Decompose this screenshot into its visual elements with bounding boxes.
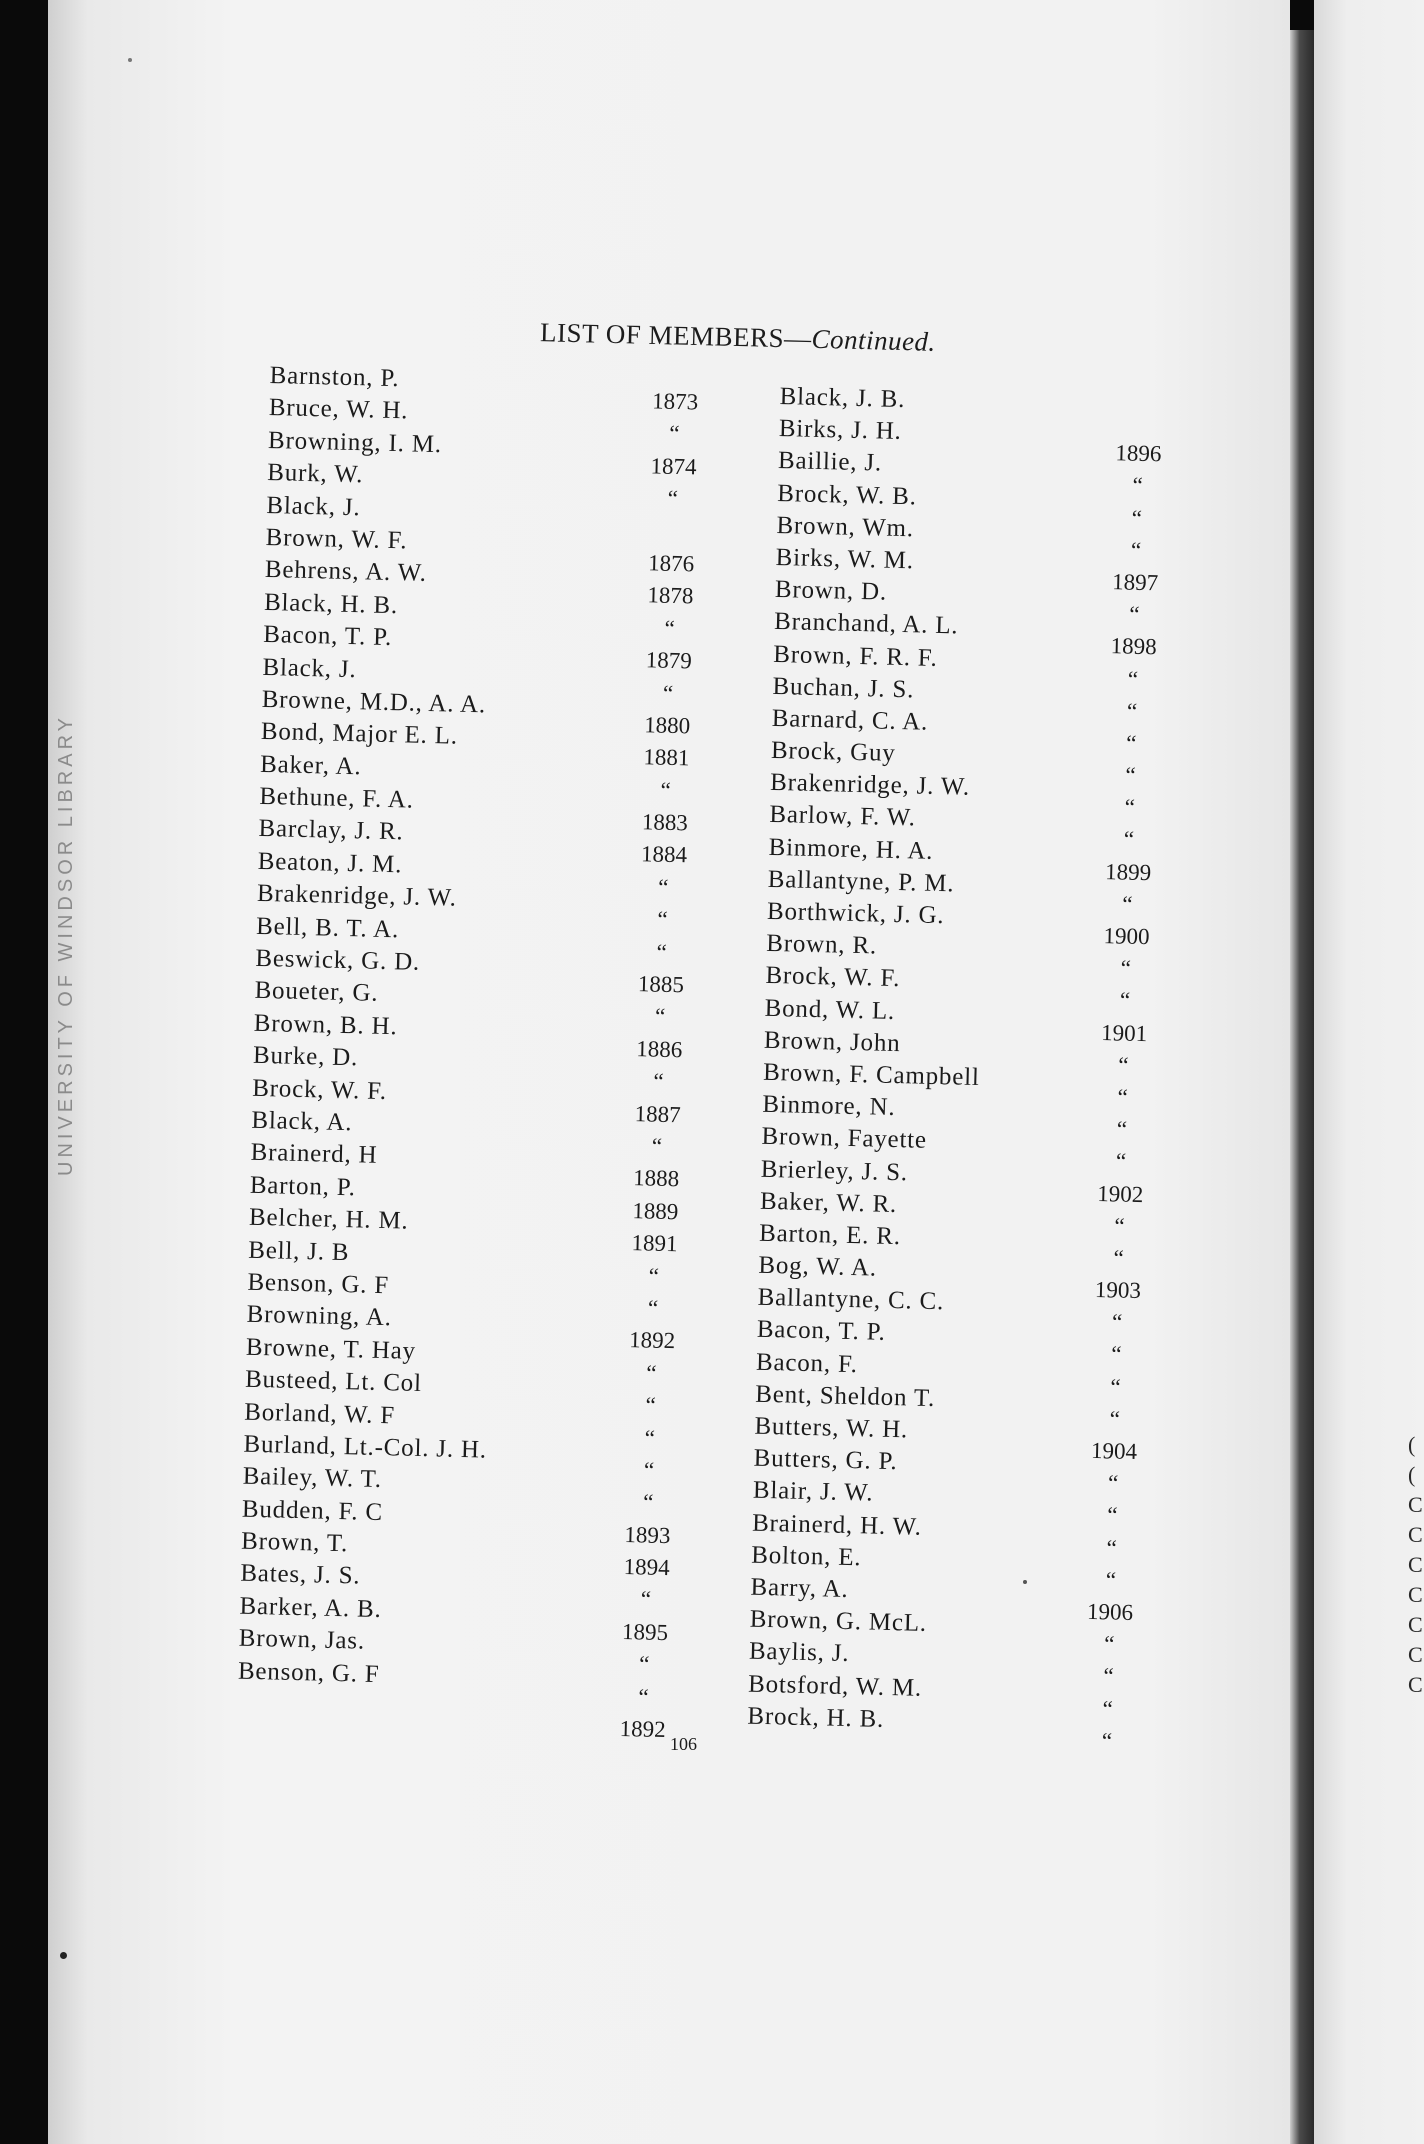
member-name: Brock, W. B.	[776, 479, 918, 510]
member-year: “	[654, 1004, 666, 1030]
member-name: Brown, F. Campbell	[762, 1058, 980, 1092]
member-name: Baylis, J.	[748, 1637, 850, 1668]
member-year: “	[1114, 1213, 1125, 1239]
member-year: “	[644, 1424, 656, 1451]
member-name: Black, A.	[251, 1106, 353, 1137]
member-year: “	[1107, 1502, 1118, 1528]
member-name: Baillie, J.	[777, 447, 883, 477]
member-name: Browning, I. M.	[267, 426, 443, 459]
member-year: 1901	[1100, 1019, 1148, 1046]
member-name: Busteed, Lt. Col	[244, 1365, 423, 1398]
member-name: Black, J.	[266, 491, 361, 521]
member-name: Barry, A.	[750, 1573, 849, 1603]
heading-continued: Continued.	[811, 323, 937, 357]
library-stamp: UNIVERSITY OF WINDSOR LIBRARY	[55, 714, 77, 1176]
page-gutter	[1290, 30, 1314, 2144]
member-name: Brainerd, H. W.	[751, 1509, 923, 1541]
member-name: Brock, W. F.	[765, 962, 901, 993]
member-year: “	[1125, 730, 1137, 756]
member-year: 1876	[647, 550, 695, 577]
member-name: Barton, P.	[249, 1171, 357, 1202]
member-name: Bell, J. B	[247, 1236, 350, 1266]
member-name: Bacon, T. P.	[756, 1316, 886, 1347]
member-name: Browne, M.D., A. A.	[261, 685, 487, 719]
member-year: “	[645, 1392, 657, 1418]
member-year: “	[638, 1684, 649, 1710]
member-row	[779, 383, 906, 415]
member-year: “	[1116, 1116, 1128, 1142]
member-year: “	[1110, 1374, 1121, 1400]
member-name: Brown, B. H.	[253, 1009, 398, 1041]
member-name: Borthwick, J. G.	[766, 897, 945, 930]
member-name: Bailey, W. T.	[242, 1462, 383, 1494]
page-number: 106	[670, 1734, 697, 1754]
member-name: Blair, J. W.	[752, 1477, 874, 1507]
member-year: “	[651, 1133, 663, 1159]
member-year: “	[657, 874, 669, 900]
member-name: Barnard, C. A.	[771, 704, 929, 736]
member-name: Bethune, F. A.	[259, 782, 415, 814]
member-year: “	[660, 777, 672, 803]
member-year: 1887	[634, 1100, 682, 1127]
member-year: “	[1102, 1695, 1114, 1722]
member-name: Browne, T. Hay	[245, 1333, 417, 1365]
member-year: 1902	[1096, 1180, 1144, 1207]
member-year: “	[1121, 891, 1133, 917]
member-year: 1897	[1111, 569, 1159, 596]
member-year: 1878	[647, 582, 694, 609]
member-name: Brock, H. B.	[747, 1702, 885, 1733]
speck-mark	[128, 58, 132, 62]
member-year: “	[1110, 1341, 1122, 1368]
member-row	[266, 491, 361, 524]
member-name: Benson, G. F	[247, 1268, 390, 1300]
member-name: Benson, G. F	[237, 1657, 380, 1688]
member-name: Brown, R.	[765, 930, 878, 960]
member-name: Beswick, G. D.	[255, 944, 421, 976]
edge-letter: (	[1408, 1462, 1416, 1487]
member-name: Bacon, F.	[755, 1348, 859, 1378]
member-year: “	[648, 1263, 660, 1289]
member-year: “	[646, 1360, 657, 1386]
speck-mark	[60, 1952, 67, 1959]
member-name: Butters, W. H.	[754, 1412, 909, 1444]
member-year: “	[1125, 762, 1136, 788]
edge-letter: C	[1408, 1612, 1423, 1637]
member-year: “	[1111, 1309, 1123, 1335]
member-name: Bog, W. A.	[758, 1251, 878, 1282]
member-name: Black, J. B.	[779, 383, 906, 414]
member-name: Budden, F. C	[241, 1495, 384, 1526]
member-year: 1896	[1115, 440, 1162, 467]
edge-letter: C	[1408, 1642, 1423, 1667]
member-year: “	[1120, 955, 1132, 981]
member-year: “	[1126, 698, 1138, 724]
member-year: “	[656, 939, 668, 965]
member-year: “	[664, 615, 676, 641]
member-year: 1880	[643, 712, 691, 739]
member-year: 1892	[628, 1327, 676, 1354]
edge-letter: C	[1408, 1552, 1423, 1577]
member-name: Brock, W. F.	[251, 1074, 388, 1105]
member-year: “	[1124, 794, 1136, 821]
member-name: Belcher, H. M.	[248, 1203, 409, 1235]
member-year: “	[1115, 1148, 1127, 1174]
member-name: Buchan, J. S.	[772, 672, 915, 704]
edge-letter: C	[1408, 1672, 1423, 1697]
member-year: 1891	[631, 1230, 678, 1257]
edge-letter: C	[1408, 1522, 1423, 1547]
member-year: “	[1113, 1245, 1125, 1271]
member-year: “	[1119, 987, 1131, 1014]
member-year: 1894	[623, 1554, 670, 1581]
member-year: 1898	[1110, 633, 1157, 660]
member-year: 1883	[641, 809, 689, 836]
member-year: 1881	[643, 744, 690, 771]
member-name: Ballantyne, C. C.	[757, 1283, 945, 1316]
member-name: Birks, W. M.	[775, 543, 915, 575]
member-year: “	[1127, 666, 1139, 692]
member-name: Branchand, A. L.	[773, 608, 959, 640]
member-name: Ballantyne, P. M.	[767, 865, 955, 898]
member-name: Brierley, J. S.	[760, 1155, 909, 1186]
member-name: Brown, T.	[240, 1527, 349, 1558]
member-name: Brown, Jas.	[238, 1624, 366, 1655]
member-name: Bolton, E.	[751, 1541, 862, 1572]
member-year: “	[1132, 473, 1144, 499]
member-row	[237, 1657, 649, 1710]
member-name: Birks, J. H.	[778, 415, 902, 446]
member-year: “	[1131, 505, 1143, 531]
member-name: Binmore, N.	[762, 1090, 896, 1122]
member-year: “	[657, 906, 668, 933]
member-year: 1903	[1094, 1277, 1142, 1304]
member-year: “	[1117, 1084, 1129, 1110]
member-year: 1889	[632, 1197, 679, 1224]
edge-letter: C	[1408, 1492, 1423, 1517]
member-year: “	[1107, 1470, 1119, 1496]
member-name: Brown, D.	[774, 576, 888, 606]
member-name: Bruce, W. H.	[268, 394, 409, 425]
member-year: “	[642, 1489, 654, 1515]
member-name: Bates, J. S.	[240, 1560, 361, 1591]
member-name: Bacon, T. P.	[263, 621, 393, 652]
member-name: Bent, Sheldon T.	[754, 1380, 936, 1412]
member-year: “	[653, 1068, 664, 1095]
member-year: 1879	[645, 647, 693, 674]
member-name: Barker, A. B.	[239, 1592, 382, 1623]
member-year: 1884	[640, 841, 688, 868]
member-name: Beaton, J. M.	[257, 847, 403, 879]
facing-page-edge	[1314, 0, 1424, 2144]
member-year: “	[1130, 537, 1142, 563]
member-name: Black, J.	[262, 653, 357, 683]
member-name: Brown, W. F.	[265, 523, 408, 555]
edge-letter: C	[1408, 1582, 1423, 1607]
member-name: Brown, Wm.	[776, 511, 915, 543]
member-year: 1900	[1103, 923, 1150, 950]
member-year: “	[1123, 826, 1135, 853]
member-year: “	[640, 1586, 652, 1613]
member-name: Barlow, F. W.	[769, 801, 917, 832]
member-name: Barclay, J. R.	[258, 815, 404, 846]
member-name: Brown, John	[763, 1026, 901, 1057]
member-name: Brown, G. McL.	[749, 1605, 928, 1638]
member-name: Baker, A.	[259, 750, 362, 781]
member-year: 1888	[632, 1165, 680, 1192]
member-name: Butters, G. P.	[753, 1444, 898, 1476]
member-name: Bell, B. T. A.	[255, 912, 400, 943]
member-name: Burk, W.	[266, 459, 364, 489]
member-year: “	[643, 1457, 655, 1483]
member-year: “	[1109, 1406, 1121, 1432]
member-year: “	[1103, 1631, 1115, 1657]
member-name: Binmore, H. A.	[768, 833, 934, 865]
member-year: “	[1106, 1534, 1118, 1561]
member-name: Browning, A.	[246, 1301, 393, 1332]
member-name: Black, H. B.	[263, 588, 399, 619]
member-year: “	[1105, 1567, 1117, 1593]
member-name: Brown, Fayette	[761, 1123, 928, 1155]
member-year: “	[1101, 1727, 1113, 1754]
member-name: Baker, W. R.	[759, 1187, 898, 1218]
member-year: 1873	[651, 388, 699, 415]
member-name: Botsford, W. M.	[747, 1670, 923, 1702]
member-year: 1874	[650, 453, 697, 480]
member-year: 1892	[619, 1715, 667, 1743]
member-name: Burke, D.	[252, 1042, 359, 1072]
member-year: 1906	[1086, 1598, 1134, 1625]
member-year: 1899	[1104, 858, 1152, 885]
member-year: 1885	[637, 971, 685, 998]
member-name: Brock, Guy	[770, 736, 896, 767]
member-year: “	[647, 1295, 659, 1321]
member-name: Borland, W. F	[244, 1398, 396, 1429]
member-name: Brainerd, H	[250, 1139, 378, 1170]
member-year: 1886	[636, 1035, 683, 1063]
member-name: Brown, F. R. F.	[773, 640, 938, 672]
member-year: “	[1118, 1052, 1129, 1078]
member-name: Boueter, G.	[254, 977, 379, 1008]
member-name: Bond, W. L.	[764, 994, 896, 1025]
edge-letter: (	[1408, 1432, 1416, 1457]
member-year: “	[667, 485, 679, 512]
facing-page-text-fragment	[1408, 1430, 1424, 1700]
member-name: Barton, E. R.	[758, 1219, 902, 1251]
heading-title: LIST OF MEMBERS—	[539, 317, 812, 354]
member-year: “	[1103, 1663, 1114, 1689]
member-year: 1895	[621, 1618, 669, 1645]
member-year: “	[662, 680, 674, 706]
member-row	[747, 1702, 1113, 1754]
member-name: Bond, Major E. L.	[260, 718, 459, 750]
member-year: “	[1129, 601, 1140, 627]
member-name: Behrens, A. W.	[264, 556, 428, 588]
member-year: “	[668, 421, 680, 447]
member-year: “	[638, 1651, 650, 1677]
member-name: Brakenridge, J. W.	[256, 880, 458, 912]
member-year: 1893	[624, 1521, 671, 1548]
member-name: Barnston, P.	[269, 362, 400, 393]
member-name: Burland, Lt.-Col. J. H.	[243, 1430, 488, 1464]
member-year: 1904	[1090, 1437, 1138, 1465]
member-name: Brakenridge, J. W.	[769, 769, 971, 802]
speck-mark	[1023, 1580, 1027, 1584]
